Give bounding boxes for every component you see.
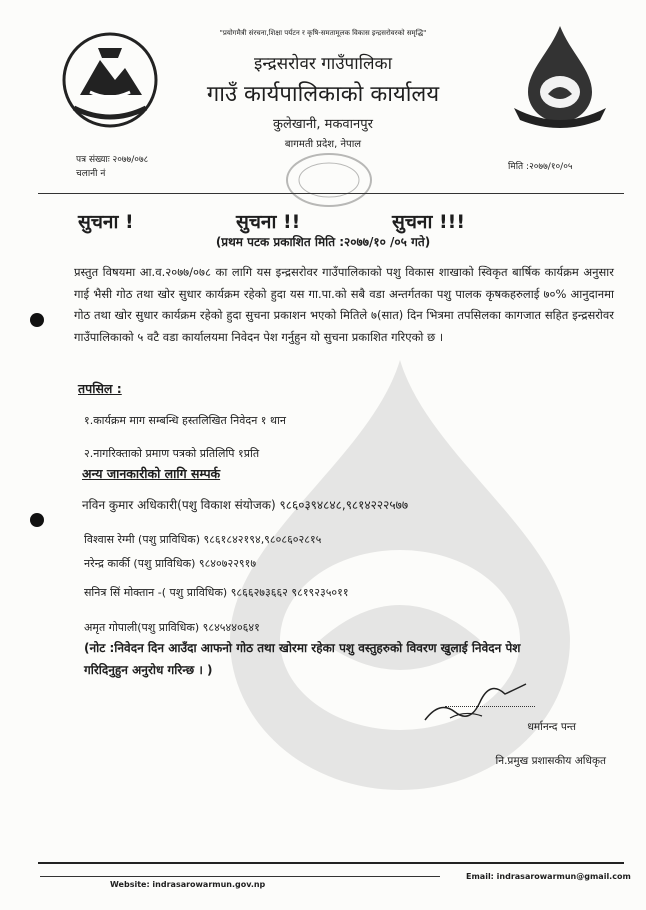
detail-item: २.नागरिक्ताको प्रमाण पत्रको प्रतिलिपि १प्रति — [84, 447, 260, 460]
letter-number: पत्र संख्याः २०७७/०७८ — [76, 155, 149, 165]
contact-label: अन्य जानकारीको लागि सम्पर्क — [82, 466, 221, 481]
dispatch-number: चलानी नं — [76, 169, 106, 179]
contact-line: नविन कुमार अधिकारी(पशु विकाश संयोजक) ९८६०३९४८४८,९८१४२२२५७७ — [82, 498, 409, 512]
contact-line: अमृत गोपाली(पशु प्राविधिक) ९८४५४४०६४१ — [84, 621, 260, 634]
detail-item: १.कार्यक्रम माग सम्बन्धि हस्तलिखित निवेदन १ थान — [84, 414, 287, 427]
signature-scribble-icon — [420, 680, 530, 725]
office-stamp-icon — [284, 150, 374, 210]
publication-date-line: (प्रथम पटक प्रकाशित मिति :२०७७/१० /०५ गते) — [215, 235, 431, 249]
punch-hole-top — [30, 313, 44, 327]
motto: "प्रयोगमैत्री संरचना,शिक्षा पर्यटन र कृषि-समतामूलक विकास इन्द्रसरोवरको समृद्धि" — [219, 29, 427, 37]
header-divider — [38, 193, 624, 194]
contact-line: नरेन्द्र कार्की (पशु प्राविधिक) ९८४०७२२९१७ — [84, 557, 257, 570]
municipality-name: इन्द्रसरोवर गाउँपालिका — [253, 54, 393, 74]
footer-website: Website: indrasarowarmun.gov.np — [110, 880, 266, 889]
signatory-title: नि.प्रमुख प्रशासकीय अधिकृत — [495, 755, 606, 767]
signatory-name: धर्मानन्द पन्त — [527, 721, 576, 733]
footer-divider — [38, 862, 624, 864]
footer-divider-lower — [40, 876, 440, 877]
reference-block — [76, 153, 148, 181]
signature-line — [445, 706, 535, 707]
office-title: गाउँ कार्यपालिकाको कार्यालय — [206, 82, 440, 107]
note-text: (नोट :निवेदन दिन आउँदा आफनो गोठ तथा खोरमा रहेका पशु वस्तुहरुको विवरण खुलाई निवेदन पेश गरिदिनुहुन अनुरोध गरिन्छ । ) — [84, 641, 521, 677]
office-location: कुलेखानी, मकवानपुर — [273, 117, 373, 132]
letter-date: मिति :२०७७/१०/०५ — [508, 162, 573, 172]
notice-paragraph: प्रस्तुत विषयमा आ.व.२०७७/०७८ का लागि यस इन्द्रसरोवर गाउँपालिकाको पशु विकास शाखाको स्विकृत बार्षिक कार्यक्रम अनुसार गाई भैसी गोठ तथा खोर सुधार कार्यक्रम रहेको हुदा यस गा.पा.को सबै वडा अन्तर्गतका पशु पालक कृषकहरुलाई ७०% आनुदानमा गोठ तथा खोर सुधार कार्यक्रम रहेको हुदा सुचना प्रकाशन भएको मितिले ७(सात) दिन भित्रमा तपसिलका कागजात सहित इन्द्रसरोवर गाउँपालिकाको ५ वटै वडा कार्यालयमा निवेदन पेश गर्नुहुन यो सुचना प्रकाशित गरिएको छ । — [74, 265, 614, 344]
contact-line: सनित्र सिं मोक्तान -( पशु प्राविधिक) ९८६६२७३६६२ ९८१९२३५०११ — [84, 586, 349, 599]
footer-email: Email: indrasarowarmun@gmail.com — [466, 872, 631, 881]
contact-line: विश्वास रेग्मी (पशु प्राविधिक) ९८६१८४२१९४,९८०८६०२८१५ — [84, 533, 322, 546]
notice-heading-2: सुचना !! — [236, 211, 301, 233]
notice-heading-1: सुचना ! — [78, 211, 134, 233]
punch-hole-bottom — [30, 513, 44, 527]
notice-heading-3: सुचना !!! — [392, 211, 465, 233]
province-line: बागमती प्रदेश, नेपाल — [284, 139, 362, 150]
details-label: तपसिल : — [78, 381, 122, 396]
